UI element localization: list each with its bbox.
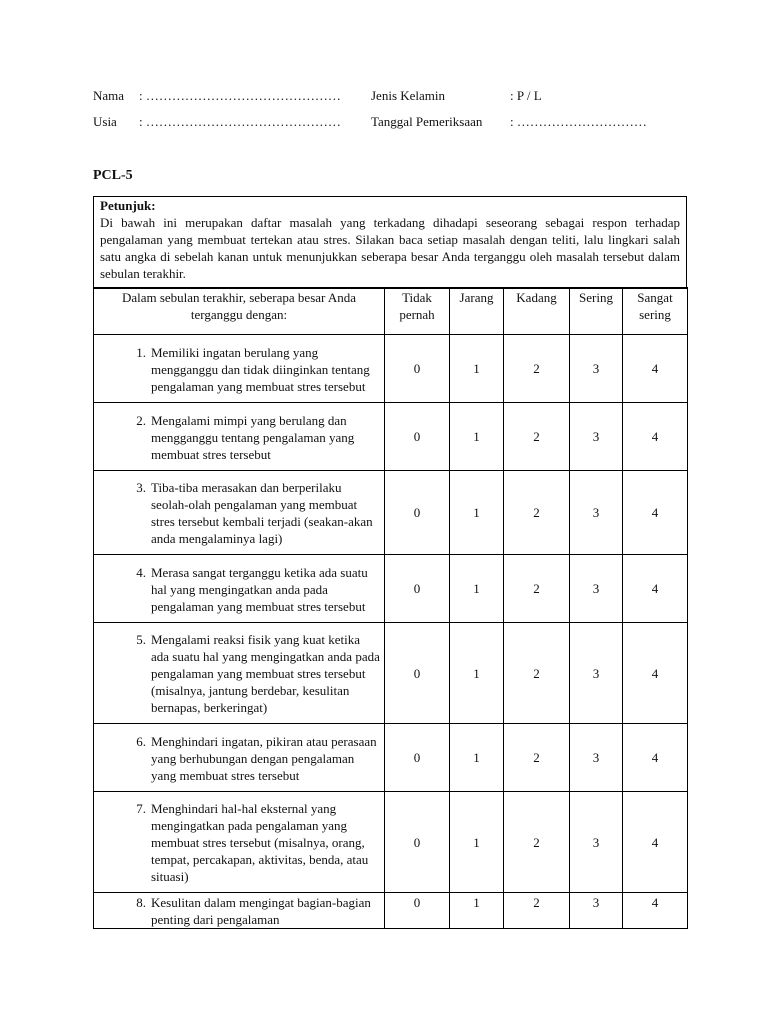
- score-2[interactable]: 2: [504, 471, 570, 555]
- age-field[interactable]: : ………………………………………: [139, 114, 341, 129]
- item-number: 7.: [136, 801, 146, 816]
- score-0[interactable]: 0: [385, 471, 450, 555]
- instructions-label: Petunjuk:: [100, 198, 156, 213]
- score-1[interactable]: 1: [450, 893, 504, 929]
- score-2[interactable]: 2: [504, 623, 570, 724]
- score-3[interactable]: 3: [570, 893, 623, 929]
- score-4[interactable]: 4: [623, 555, 688, 623]
- scale-header-jarang: Jarang: [450, 288, 504, 335]
- score-0[interactable]: 0: [385, 724, 450, 792]
- gender-field[interactable]: : P / L: [510, 88, 542, 103]
- score-3[interactable]: 3: [570, 403, 623, 471]
- table-row: [94, 623, 688, 724]
- score-4[interactable]: 4: [623, 893, 688, 929]
- score-3[interactable]: 3: [570, 792, 623, 893]
- score-4[interactable]: 4: [623, 623, 688, 724]
- score-0[interactable]: 0: [385, 555, 450, 623]
- name-label: Nama: [93, 88, 125, 103]
- item-number: 1.: [136, 344, 146, 360]
- score-0[interactable]: 0: [385, 792, 450, 893]
- age-label: Usia: [93, 114, 117, 129]
- item-text: Memiliki ingatan berulang yang mengganggu dan tidak diinginkan tentang pengalaman yang membuat stres tersebut: [151, 344, 370, 394]
- score-1[interactable]: 1: [450, 724, 504, 792]
- score-3[interactable]: 3: [570, 724, 623, 792]
- score-2[interactable]: 2: [504, 792, 570, 893]
- score-3[interactable]: 3: [570, 555, 623, 623]
- item-number: 2.: [136, 412, 146, 428]
- score-1[interactable]: 1: [450, 335, 504, 403]
- score-4[interactable]: 4: [623, 335, 688, 403]
- scale-header-tidak-pernah: Tidak pernah: [385, 288, 450, 335]
- score-3[interactable]: 3: [570, 623, 623, 724]
- score-1[interactable]: 1: [450, 623, 504, 724]
- score-1[interactable]: 1: [450, 555, 504, 623]
- questionnaire-table: [93, 287, 688, 929]
- score-2[interactable]: 2: [504, 724, 570, 792]
- item-text: Mengalami reaksi fisik yang kuat ketika ada suatu hal yang mengingatkan anda pada pengalaman yang membuat stres tersebut (misalnya, jantung berdebar, kesulitan bernapas, berkeringat): [151, 632, 380, 715]
- score-4[interactable]: 4: [623, 403, 688, 471]
- score-1[interactable]: 1: [450, 471, 504, 555]
- score-2[interactable]: 2: [504, 403, 570, 471]
- table-header-row: [94, 288, 688, 335]
- score-2[interactable]: 2: [504, 893, 570, 929]
- item-number: 5.: [136, 632, 146, 647]
- scale-header-kadang: Kadang: [504, 288, 570, 335]
- score-3[interactable]: 3: [570, 335, 623, 403]
- table-row: [94, 893, 688, 929]
- score-4[interactable]: 4: [623, 471, 688, 555]
- item-number: 3.: [136, 480, 146, 495]
- table-row: [94, 403, 688, 471]
- score-2[interactable]: 2: [504, 555, 570, 623]
- score-1[interactable]: 1: [450, 403, 504, 471]
- table-row: [94, 724, 688, 792]
- item-text: Merasa sangat terganggu ketika ada suatu hal yang mengingatkan anda pada pengalaman yang membuat stres tersebut: [151, 564, 368, 614]
- page-title: PCL-5: [93, 168, 133, 183]
- score-0[interactable]: 0: [385, 623, 450, 724]
- score-1[interactable]: 1: [450, 792, 504, 893]
- score-0[interactable]: 0: [385, 335, 450, 403]
- score-2[interactable]: 2: [504, 335, 570, 403]
- scale-header-sangat-sering: Sangat sering: [623, 288, 688, 335]
- table-row: [94, 471, 688, 555]
- score-4[interactable]: 4: [623, 724, 688, 792]
- item-number: 4.: [136, 564, 146, 580]
- question-header: Dalam sebulan terakhir, seberapa besar Anda terganggu dengan:: [94, 288, 385, 335]
- name-field[interactable]: : ………………………………………: [139, 88, 341, 103]
- table-row: [94, 335, 688, 403]
- item-text: Tiba-tiba merasakan dan berperilaku seolah-olah pengalaman yang membuat stres tersebut kembali terjadi (seakan-akan anda mengalaminya lagi): [151, 480, 373, 546]
- exam-date-field[interactable]: : …………………………: [510, 114, 647, 129]
- score-0[interactable]: 0: [385, 893, 450, 929]
- instructions-box: [93, 196, 687, 289]
- item-text: Menghindari ingatan, pikiran atau perasaan yang berhubungan dengan pengalaman yang membuat stres tersebut: [151, 733, 377, 783]
- table-row: [94, 555, 688, 623]
- scale-header-sering: Sering: [570, 288, 623, 335]
- item-number: 8.: [136, 895, 146, 910]
- score-0[interactable]: 0: [385, 403, 450, 471]
- item-number: 6.: [136, 733, 146, 749]
- exam-date-label: Tanggal Pemeriksaan: [371, 114, 483, 129]
- item-text: Kesulitan dalam mengingat bagian-bagian penting dari pengalaman: [151, 895, 371, 927]
- score-4[interactable]: 4: [623, 792, 688, 893]
- gender-label: Jenis Kelamin: [371, 88, 446, 103]
- item-text: Menghindari hal-hal eksternal yang mengingatkan pada pengalaman yang membuat stres tersebut (misalnya, orang, tempat, percakapan, aktivitas, benda, atau situasi): [151, 801, 369, 884]
- table-row: [94, 792, 688, 893]
- item-text: Mengalami mimpi yang berulang dan mengganggu tentang pengalaman yang membuat stres tersebut: [151, 412, 355, 462]
- score-3[interactable]: 3: [570, 471, 623, 555]
- instructions-text: Di bawah ini merupakan daftar masalah yang terkadang dihadapi seseorang sebagai respon terhadap pengalaman yang membuat tertekan atau stres. Silakan baca setiap masalah dengan teliti, lalu lingkari salah satu angka di sebelah kanan untuk menunjukkan seberapa besar Anda terganggu oleh masalah tersebut dalam sebulan terakhir.: [100, 215, 680, 281]
